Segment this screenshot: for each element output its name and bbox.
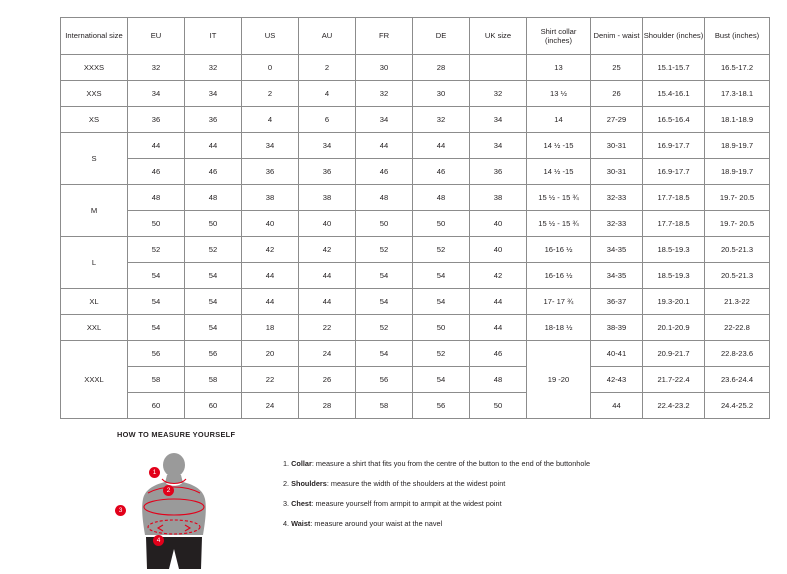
step-2-term: Shoulders — [291, 478, 327, 488]
cell-fr: 30 — [356, 55, 413, 81]
cell-denim-waist: 34-35 — [591, 263, 643, 289]
cell-de: 54 — [413, 263, 470, 289]
column-header-shirt-collar: Shirt collar (inches) — [527, 18, 591, 55]
cell-bust-inches: 16.5-17.2 — [705, 55, 770, 81]
cell-us: 0 — [242, 55, 299, 81]
column-header-bust: Bust (inches) — [705, 18, 770, 55]
cell-denim-waist: 32-33 — [591, 211, 643, 237]
cell-au: 42 — [299, 237, 356, 263]
size-label-cell: M — [61, 185, 128, 237]
table-row — [61, 341, 770, 367]
cell-shoulder-inches: 17.7-18.5 — [643, 185, 705, 211]
cell-us: 20 — [242, 341, 299, 367]
cell-au: 6 — [299, 107, 356, 133]
body-figure — [117, 449, 237, 569]
cell-shoulder-inches: 21.7-22.4 — [643, 367, 705, 393]
cell-shirt-collar-inches: 16-16 ½ — [527, 237, 591, 263]
cell-shirt-collar-inches: 13 ½ — [527, 81, 591, 107]
cell-uk-size: 34 — [470, 133, 527, 159]
torso-illustration-icon — [117, 449, 237, 569]
cell-fr: 54 — [356, 289, 413, 315]
cell-de: 50 — [413, 211, 470, 237]
cell-us: 4 — [242, 107, 299, 133]
cell-denim-waist: 44 — [591, 393, 643, 419]
column-header-denim-waist: Denim - waist — [591, 18, 643, 55]
cell-it: 56 — [185, 341, 242, 367]
cell-de: 50 — [413, 315, 470, 341]
cell-shirt-collar: 19 -20 — [527, 341, 591, 419]
cell-us: 2 — [242, 81, 299, 107]
cell-de: 52 — [413, 341, 470, 367]
cell-denim-waist: 40-41 — [591, 341, 643, 367]
cell-uk-size — [470, 55, 527, 81]
cell-it: 54 — [185, 263, 242, 289]
cell-it: 44 — [185, 133, 242, 159]
marker-2-shoulders: 2 — [163, 485, 174, 496]
size-label-cell: XXL — [61, 315, 128, 341]
cell-it: 54 — [185, 315, 242, 341]
cell-shirt-collar-inches: 14 — [527, 107, 591, 133]
column-header-uk-size: UK size — [470, 18, 527, 55]
column-header-international-size: International size — [61, 18, 128, 55]
cell-de: 32 — [413, 107, 470, 133]
cell-denim-waist: 38-39 — [591, 315, 643, 341]
column-header-us: US — [242, 18, 299, 55]
cell-denim-waist: 27-29 — [591, 107, 643, 133]
table-row — [61, 393, 770, 419]
cell-eu: 54 — [128, 263, 185, 289]
step-1-number: 1. — [283, 459, 290, 468]
cell-uk-size: 48 — [470, 367, 527, 393]
cell-shoulder-inches: 19.3-20.1 — [643, 289, 705, 315]
cell-de: 54 — [413, 367, 470, 393]
cell-eu: 54 — [128, 315, 185, 341]
cell-shirt-collar-inches: 13 — [527, 55, 591, 81]
size-chart-table — [60, 17, 770, 419]
table-row — [61, 81, 770, 107]
cell-us: 36 — [242, 159, 299, 185]
cell-shirt-collar-inches: 15 ½ - 15 ¾ — [527, 211, 591, 237]
step-4-text: : measure around your waist at the navel — [310, 518, 443, 528]
cell-us: 24 — [242, 393, 299, 419]
cell-it: 32 — [185, 55, 242, 81]
cell-de: 46 — [413, 159, 470, 185]
cell-eu: 60 — [128, 393, 185, 419]
cell-it: 60 — [185, 393, 242, 419]
cell-us: 34 — [242, 133, 299, 159]
cell-denim-waist: 42-43 — [591, 367, 643, 393]
how-to-measure-body — [117, 449, 717, 569]
table-row — [61, 133, 770, 159]
cell-it: 46 — [185, 159, 242, 185]
cell-de: 30 — [413, 81, 470, 107]
cell-au: 34 — [299, 133, 356, 159]
cell-us: 38 — [242, 185, 299, 211]
cell-au: 22 — [299, 315, 356, 341]
cell-denim-waist: 34-35 — [591, 237, 643, 263]
cell-bust-inches: 18.9-19.7 — [705, 159, 770, 185]
marker-1-collar: 1 — [149, 467, 160, 478]
column-header-eu: EU — [128, 18, 185, 55]
cell-uk-size: 38 — [470, 185, 527, 211]
cell-denim-waist: 32-33 — [591, 185, 643, 211]
cell-bust-inches: 20.5-21.3 — [705, 237, 770, 263]
cell-denim-waist: 30-31 — [591, 133, 643, 159]
cell-us: 44 — [242, 289, 299, 315]
cell-us: 44 — [242, 263, 299, 289]
marker-4-waist: 4 — [153, 535, 164, 546]
measure-step-4 — [283, 519, 590, 530]
cell-bust-inches: 24.4-25.2 — [705, 393, 770, 419]
cell-de: 28 — [413, 55, 470, 81]
table-row — [61, 159, 770, 185]
measure-step-3 — [283, 499, 590, 510]
cell-shoulder-inches: 16.9-17.7 — [643, 133, 705, 159]
cell-uk-size: 46 — [470, 341, 527, 367]
table-header — [61, 18, 770, 55]
cell-fr: 54 — [356, 263, 413, 289]
cell-shoulder-inches: 20.9-21.7 — [643, 341, 705, 367]
cell-us: 42 — [242, 237, 299, 263]
size-label-cell: XXS — [61, 81, 128, 107]
cell-eu: 46 — [128, 159, 185, 185]
cell-fr: 32 — [356, 81, 413, 107]
marker-3-chest: 3 — [115, 505, 126, 516]
table-row — [61, 263, 770, 289]
cell-au: 28 — [299, 393, 356, 419]
step-1-term: Collar — [291, 459, 312, 468]
cell-eu: 34 — [128, 81, 185, 107]
cell-it: 58 — [185, 367, 242, 393]
cell-eu: 56 — [128, 341, 185, 367]
table-row — [61, 107, 770, 133]
cell-bust-inches: 17.3-18.1 — [705, 81, 770, 107]
table-row — [61, 185, 770, 211]
cell-de: 54 — [413, 289, 470, 315]
column-header-shoulder: Shoulder (inches) — [643, 18, 705, 55]
how-to-measure-section — [117, 430, 717, 569]
step-3-number: 3. — [283, 498, 290, 508]
cell-shirt-collar-inches: 15 ½ - 15 ¾ — [527, 185, 591, 211]
cell-au: 2 — [299, 55, 356, 81]
cell-bust-inches: 21.3-22 — [705, 289, 770, 315]
cell-shoulder-inches: 17.7-18.5 — [643, 211, 705, 237]
cell-fr: 44 — [356, 133, 413, 159]
cell-it: 50 — [185, 211, 242, 237]
cell-eu: 52 — [128, 237, 185, 263]
cell-uk-size: 44 — [470, 289, 527, 315]
size-label-cell: XS — [61, 107, 128, 133]
cell-shirt-collar-inches: 14 ½ -15 — [527, 159, 591, 185]
column-header-it: IT — [185, 18, 242, 55]
cell-shoulder-inches: 16.5-16.4 — [643, 107, 705, 133]
cell-uk-size: 50 — [470, 393, 527, 419]
cell-us: 40 — [242, 211, 299, 237]
size-label-cell: L — [61, 237, 128, 289]
how-to-measure-title: HOW TO MEASURE YOURSELF — [117, 430, 236, 439]
cell-denim-waist: 36-37 — [591, 289, 643, 315]
cell-it: 36 — [185, 107, 242, 133]
column-header-fr: FR — [356, 18, 413, 55]
cell-au: 38 — [299, 185, 356, 211]
step-3-text: : measure yourself from armpit to armpit at the widest point — [311, 498, 502, 508]
measure-steps-list — [283, 449, 590, 539]
size-label-cell: XL — [61, 289, 128, 315]
cell-bust-inches: 22-22.8 — [705, 315, 770, 341]
column-header-au: AU — [299, 18, 356, 55]
cell-shoulder-inches: 20.1-20.9 — [643, 315, 705, 341]
cell-fr: 58 — [356, 393, 413, 419]
cell-shoulder-inches: 18.5-19.3 — [643, 263, 705, 289]
measure-step-1 — [283, 459, 590, 470]
cell-de: 56 — [413, 393, 470, 419]
cell-shirt-collar-inches: 16-16 ½ — [527, 263, 591, 289]
table-row — [61, 211, 770, 237]
header-row — [61, 18, 770, 55]
cell-au: 26 — [299, 367, 356, 393]
cell-de: 48 — [413, 185, 470, 211]
cell-de: 52 — [413, 237, 470, 263]
cell-au: 40 — [299, 211, 356, 237]
cell-shirt-collar-inches: 18-18 ½ — [527, 315, 591, 341]
cell-fr: 48 — [356, 185, 413, 211]
table-row — [61, 55, 770, 81]
cell-bust-inches: 18.9-19.7 — [705, 133, 770, 159]
cell-fr: 56 — [356, 367, 413, 393]
table-row — [61, 315, 770, 341]
table-row — [61, 367, 770, 393]
cell-uk-size: 36 — [470, 159, 527, 185]
cell-shirt-collar-inches: 17- 17 ¾ — [527, 289, 591, 315]
cell-denim-waist: 25 — [591, 55, 643, 81]
cell-fr: 34 — [356, 107, 413, 133]
cell-eu: 44 — [128, 133, 185, 159]
cell-eu: 50 — [128, 211, 185, 237]
size-chart-container — [60, 17, 760, 419]
cell-au: 44 — [299, 289, 356, 315]
cell-uk-size: 34 — [470, 107, 527, 133]
cell-fr: 50 — [356, 211, 413, 237]
cell-au: 4 — [299, 81, 356, 107]
cell-uk-size: 44 — [470, 315, 527, 341]
cell-bust-inches: 19.7- 20.5 — [705, 185, 770, 211]
cell-shoulder-inches: 15.4-16.1 — [643, 81, 705, 107]
cell-shoulder-inches: 22.4-23.2 — [643, 393, 705, 419]
size-label-cell: XXXL — [61, 341, 128, 419]
cell-uk-size: 32 — [470, 81, 527, 107]
cell-denim-waist: 30-31 — [591, 159, 643, 185]
cell-shoulder-inches: 18.5-19.3 — [643, 237, 705, 263]
cell-bust-inches: 18.1-18.9 — [705, 107, 770, 133]
cell-bust-inches: 22.8-23.6 — [705, 341, 770, 367]
cell-uk-size: 42 — [470, 263, 527, 289]
table-row — [61, 289, 770, 315]
cell-denim-waist: 26 — [591, 81, 643, 107]
cell-it: 54 — [185, 289, 242, 315]
column-header-de: DE — [413, 18, 470, 55]
cell-bust-inches: 23.6-24.4 — [705, 367, 770, 393]
table-row — [61, 237, 770, 263]
cell-au: 24 — [299, 341, 356, 367]
cell-eu: 36 — [128, 107, 185, 133]
cell-it: 48 — [185, 185, 242, 211]
cell-us: 22 — [242, 367, 299, 393]
cell-eu: 54 — [128, 289, 185, 315]
step-4-number: 4. — [283, 518, 290, 528]
size-label-cell: S — [61, 133, 128, 185]
step-3-term: Chest — [291, 498, 312, 508]
cell-us: 18 — [242, 315, 299, 341]
cell-shoulder-inches: 16.9-17.7 — [643, 159, 705, 185]
step-1-text: : measure a shirt that fits you from the centre of the button to the end of the buttonhole — [311, 459, 591, 468]
cell-shoulder-inches: 15.1-15.7 — [643, 55, 705, 81]
cell-bust-inches: 19.7- 20.5 — [705, 211, 770, 237]
cell-fr: 54 — [356, 341, 413, 367]
table-body — [61, 55, 770, 419]
cell-fr: 46 — [356, 159, 413, 185]
cell-fr: 52 — [356, 315, 413, 341]
cell-eu: 58 — [128, 367, 185, 393]
step-4-term: Waist — [291, 518, 311, 528]
measure-step-2 — [283, 479, 590, 490]
cell-au: 44 — [299, 263, 356, 289]
cell-bust-inches: 20.5-21.3 — [705, 263, 770, 289]
cell-eu: 48 — [128, 185, 185, 211]
step-2-text: : measure the width of the shoulders at the widest point — [326, 478, 506, 488]
cell-eu: 32 — [128, 55, 185, 81]
cell-uk-size: 40 — [470, 237, 527, 263]
cell-fr: 52 — [356, 237, 413, 263]
cell-it: 52 — [185, 237, 242, 263]
cell-au: 36 — [299, 159, 356, 185]
size-label-cell: XXXS — [61, 55, 128, 81]
cell-uk-size: 40 — [470, 211, 527, 237]
step-2-number: 2. — [283, 478, 290, 488]
cell-de: 44 — [413, 133, 470, 159]
cell-shirt-collar-inches: 14 ½ -15 — [527, 133, 591, 159]
cell-it: 34 — [185, 81, 242, 107]
